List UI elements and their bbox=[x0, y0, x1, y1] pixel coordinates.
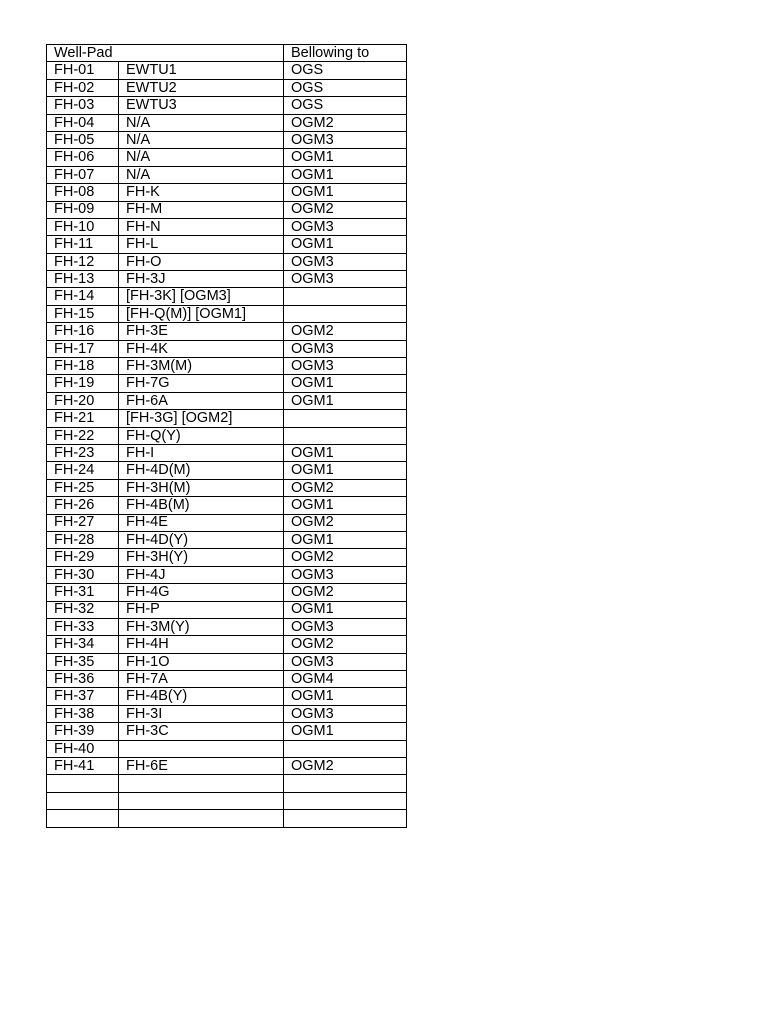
pad-name-cell: FH-4B(M) bbox=[119, 497, 284, 514]
bellowing-to-cell bbox=[284, 427, 407, 444]
pad-name-cell: [FH-3K] [OGM3] bbox=[119, 288, 284, 305]
well-pad-cell: FH-11 bbox=[47, 236, 119, 253]
well-pad-cell: FH-23 bbox=[47, 444, 119, 461]
bellowing-to-cell: OGM1 bbox=[284, 723, 407, 740]
well-pad-cell: FH-36 bbox=[47, 671, 119, 688]
bellowing-to-cell bbox=[284, 288, 407, 305]
bellowing-to-cell: OGM1 bbox=[284, 149, 407, 166]
table-row bbox=[47, 636, 407, 653]
table-row bbox=[47, 462, 407, 479]
table-row bbox=[47, 723, 407, 740]
well-pad-cell: FH-17 bbox=[47, 340, 119, 357]
pad-name-cell: FH-3I bbox=[119, 705, 284, 722]
table-row bbox=[47, 531, 407, 548]
pad-name-cell: FH-O bbox=[119, 253, 284, 270]
well-pad-cell bbox=[47, 810, 119, 827]
bellowing-to-cell: OGM1 bbox=[284, 236, 407, 253]
pad-name-cell bbox=[119, 810, 284, 827]
well-pad-cell: FH-30 bbox=[47, 566, 119, 583]
table-row bbox=[47, 149, 407, 166]
table-row bbox=[47, 584, 407, 601]
table-row bbox=[47, 705, 407, 722]
table-row bbox=[47, 305, 407, 322]
pad-name-cell: FH-3C bbox=[119, 723, 284, 740]
pad-name-cell: N/A bbox=[119, 149, 284, 166]
pad-name-cell: FH-3H(Y) bbox=[119, 549, 284, 566]
table-row bbox=[47, 201, 407, 218]
pad-name-cell: N/A bbox=[119, 166, 284, 183]
well-pad-cell bbox=[47, 775, 119, 792]
pad-name-cell: FH-Q(Y) bbox=[119, 427, 284, 444]
header-spacer bbox=[119, 45, 284, 62]
well-pad-cell: FH-39 bbox=[47, 723, 119, 740]
table-row bbox=[47, 775, 407, 792]
header-bellowing-to: Bellowing to bbox=[284, 45, 407, 62]
table-row bbox=[47, 97, 407, 114]
bellowing-to-cell: OGM3 bbox=[284, 218, 407, 235]
well-pad-cell: FH-07 bbox=[47, 166, 119, 183]
well-pad-cell: FH-22 bbox=[47, 427, 119, 444]
well-pad-cell: FH-09 bbox=[47, 201, 119, 218]
bellowing-to-cell bbox=[284, 810, 407, 827]
bellowing-to-cell: OGM3 bbox=[284, 566, 407, 583]
bellowing-to-cell: OGM2 bbox=[284, 549, 407, 566]
pad-name-cell: FH-6E bbox=[119, 758, 284, 775]
bellowing-to-cell: OGM1 bbox=[284, 531, 407, 548]
well-pad-cell: FH-14 bbox=[47, 288, 119, 305]
table-row bbox=[47, 671, 407, 688]
pad-name-cell: EWTU1 bbox=[119, 62, 284, 79]
header-row bbox=[47, 45, 407, 62]
header-well-pad: Well-Pad bbox=[47, 45, 119, 62]
table-row bbox=[47, 358, 407, 375]
well-pad-cell bbox=[47, 792, 119, 809]
bellowing-to-cell: OGM1 bbox=[284, 184, 407, 201]
table-row bbox=[47, 549, 407, 566]
well-pad-cell: FH-12 bbox=[47, 253, 119, 270]
pad-name-cell: EWTU2 bbox=[119, 79, 284, 96]
well-pad-cell: FH-40 bbox=[47, 740, 119, 757]
well-pad-cell: FH-29 bbox=[47, 549, 119, 566]
bellowing-to-cell: OGM1 bbox=[284, 375, 407, 392]
pad-name-cell: FH-4E bbox=[119, 514, 284, 531]
bellowing-to-cell: OGM1 bbox=[284, 497, 407, 514]
well-pad-cell: FH-20 bbox=[47, 392, 119, 409]
well-pad-cell: FH-27 bbox=[47, 514, 119, 531]
well-pad-cell: FH-35 bbox=[47, 653, 119, 670]
bellowing-to-cell bbox=[284, 792, 407, 809]
table-row bbox=[47, 218, 407, 235]
well-pad-cell: FH-08 bbox=[47, 184, 119, 201]
table-row bbox=[47, 236, 407, 253]
bellowing-to-cell: OGM3 bbox=[284, 653, 407, 670]
well-pad-cell: FH-01 bbox=[47, 62, 119, 79]
bellowing-to-cell: OGM2 bbox=[284, 323, 407, 340]
pad-name-cell: FH-7A bbox=[119, 671, 284, 688]
table-row bbox=[47, 375, 407, 392]
pad-name-cell: [FH-3G] [OGM2] bbox=[119, 410, 284, 427]
well-pad-cell: FH-32 bbox=[47, 601, 119, 618]
pad-name-cell: EWTU3 bbox=[119, 97, 284, 114]
well-pad-cell: FH-13 bbox=[47, 271, 119, 288]
bellowing-to-cell: OGM2 bbox=[284, 584, 407, 601]
well-pad-cell: FH-19 bbox=[47, 375, 119, 392]
well-pad-cell: FH-31 bbox=[47, 584, 119, 601]
pad-name-cell: FH-4G bbox=[119, 584, 284, 601]
pad-name-cell: FH-4D(M) bbox=[119, 462, 284, 479]
pad-name-cell: [FH-Q(M)] [OGM1] bbox=[119, 305, 284, 322]
table-row bbox=[47, 618, 407, 635]
pad-name-cell: FH-K bbox=[119, 184, 284, 201]
bellowing-to-cell: OGS bbox=[284, 62, 407, 79]
well-pad-cell: FH-18 bbox=[47, 358, 119, 375]
table-row bbox=[47, 114, 407, 131]
bellowing-to-cell: OGM3 bbox=[284, 618, 407, 635]
bellowing-to-cell: OGM1 bbox=[284, 166, 407, 183]
table-row bbox=[47, 410, 407, 427]
well-pad-cell: FH-16 bbox=[47, 323, 119, 340]
well-pad-cell: FH-06 bbox=[47, 149, 119, 166]
bellowing-to-cell: OGM3 bbox=[284, 253, 407, 270]
well-pad-cell: FH-21 bbox=[47, 410, 119, 427]
well-pad-cell: FH-37 bbox=[47, 688, 119, 705]
bellowing-to-cell: OGM2 bbox=[284, 479, 407, 496]
pad-name-cell: N/A bbox=[119, 131, 284, 148]
pad-name-cell: FH-P bbox=[119, 601, 284, 618]
well-pad-cell: FH-24 bbox=[47, 462, 119, 479]
table-row bbox=[47, 792, 407, 809]
bellowing-to-cell bbox=[284, 775, 407, 792]
well-pad-cell: FH-15 bbox=[47, 305, 119, 322]
pad-name-cell: FH-6A bbox=[119, 392, 284, 409]
table-row bbox=[47, 392, 407, 409]
table-row bbox=[47, 601, 407, 618]
table-row bbox=[47, 271, 407, 288]
pad-name-cell: FH-N bbox=[119, 218, 284, 235]
well-pad-cell: FH-33 bbox=[47, 618, 119, 635]
table-row bbox=[47, 653, 407, 670]
bellowing-to-cell: OGM4 bbox=[284, 671, 407, 688]
table-row bbox=[47, 740, 407, 757]
pad-name-cell: FH-4J bbox=[119, 566, 284, 583]
table-row bbox=[47, 166, 407, 183]
bellowing-to-cell: OGM1 bbox=[284, 444, 407, 461]
table-row bbox=[47, 810, 407, 827]
pad-name-cell: FH-4H bbox=[119, 636, 284, 653]
well-pad-cell: FH-10 bbox=[47, 218, 119, 235]
pad-name-cell: FH-L bbox=[119, 236, 284, 253]
well-pad-cell: FH-03 bbox=[47, 97, 119, 114]
pad-name-cell: FH-3M(M) bbox=[119, 358, 284, 375]
table-row bbox=[47, 688, 407, 705]
well-pad-cell: FH-25 bbox=[47, 479, 119, 496]
well-pad-cell: FH-05 bbox=[47, 131, 119, 148]
table-row bbox=[47, 184, 407, 201]
bellowing-to-cell: OGM1 bbox=[284, 601, 407, 618]
pad-name-cell: FH-1O bbox=[119, 653, 284, 670]
pad-name-cell: FH-3J bbox=[119, 271, 284, 288]
table-row bbox=[47, 253, 407, 270]
pad-name-cell bbox=[119, 775, 284, 792]
bellowing-to-cell bbox=[284, 740, 407, 757]
bellowing-to-cell: OGM1 bbox=[284, 462, 407, 479]
table-row bbox=[47, 758, 407, 775]
table-row bbox=[47, 427, 407, 444]
pad-name-cell: FH-4K bbox=[119, 340, 284, 357]
bellowing-to-cell bbox=[284, 410, 407, 427]
bellowing-to-cell: OGM2 bbox=[284, 758, 407, 775]
bellowing-to-cell: OGM1 bbox=[284, 688, 407, 705]
pad-name-cell: FH-7G bbox=[119, 375, 284, 392]
bellowing-to-cell: OGM2 bbox=[284, 636, 407, 653]
pad-name-cell: FH-M bbox=[119, 201, 284, 218]
pad-name-cell bbox=[119, 740, 284, 757]
bellowing-to-cell: OGM3 bbox=[284, 131, 407, 148]
bellowing-to-cell bbox=[284, 305, 407, 322]
bellowing-to-cell: OGM2 bbox=[284, 514, 407, 531]
pad-name-cell: FH-3H(M) bbox=[119, 479, 284, 496]
table-row bbox=[47, 514, 407, 531]
bellowing-to-cell: OGM2 bbox=[284, 114, 407, 131]
pad-name-cell bbox=[119, 792, 284, 809]
well-pad-cell: FH-04 bbox=[47, 114, 119, 131]
bellowing-to-cell: OGM3 bbox=[284, 340, 407, 357]
bellowing-to-cell: OGM3 bbox=[284, 271, 407, 288]
bellowing-to-cell: OGM2 bbox=[284, 201, 407, 218]
bellowing-to-cell: OGM3 bbox=[284, 358, 407, 375]
bellowing-to-cell: OGS bbox=[284, 97, 407, 114]
well-pad-cell: FH-41 bbox=[47, 758, 119, 775]
pad-name-cell: FH-I bbox=[119, 444, 284, 461]
table-row bbox=[47, 444, 407, 461]
pad-name-cell: FH-3E bbox=[119, 323, 284, 340]
well-pad-cell: FH-38 bbox=[47, 705, 119, 722]
well-pad-table bbox=[46, 44, 407, 828]
table-row bbox=[47, 479, 407, 496]
table-row bbox=[47, 288, 407, 305]
pad-name-cell: FH-3M(Y) bbox=[119, 618, 284, 635]
well-pad-cell: FH-28 bbox=[47, 531, 119, 548]
well-pad-cell: FH-02 bbox=[47, 79, 119, 96]
table-row bbox=[47, 340, 407, 357]
well-pad-cell: FH-26 bbox=[47, 497, 119, 514]
table-row bbox=[47, 62, 407, 79]
bellowing-to-cell: OGM3 bbox=[284, 705, 407, 722]
table-row bbox=[47, 323, 407, 340]
pad-name-cell: FH-4B(Y) bbox=[119, 688, 284, 705]
pad-name-cell: N/A bbox=[119, 114, 284, 131]
well-pad-cell: FH-34 bbox=[47, 636, 119, 653]
table-row bbox=[47, 497, 407, 514]
table-row bbox=[47, 131, 407, 148]
bellowing-to-cell: OGS bbox=[284, 79, 407, 96]
table-row bbox=[47, 79, 407, 96]
pad-name-cell: FH-4D(Y) bbox=[119, 531, 284, 548]
bellowing-to-cell: OGM1 bbox=[284, 392, 407, 409]
table-row bbox=[47, 566, 407, 583]
